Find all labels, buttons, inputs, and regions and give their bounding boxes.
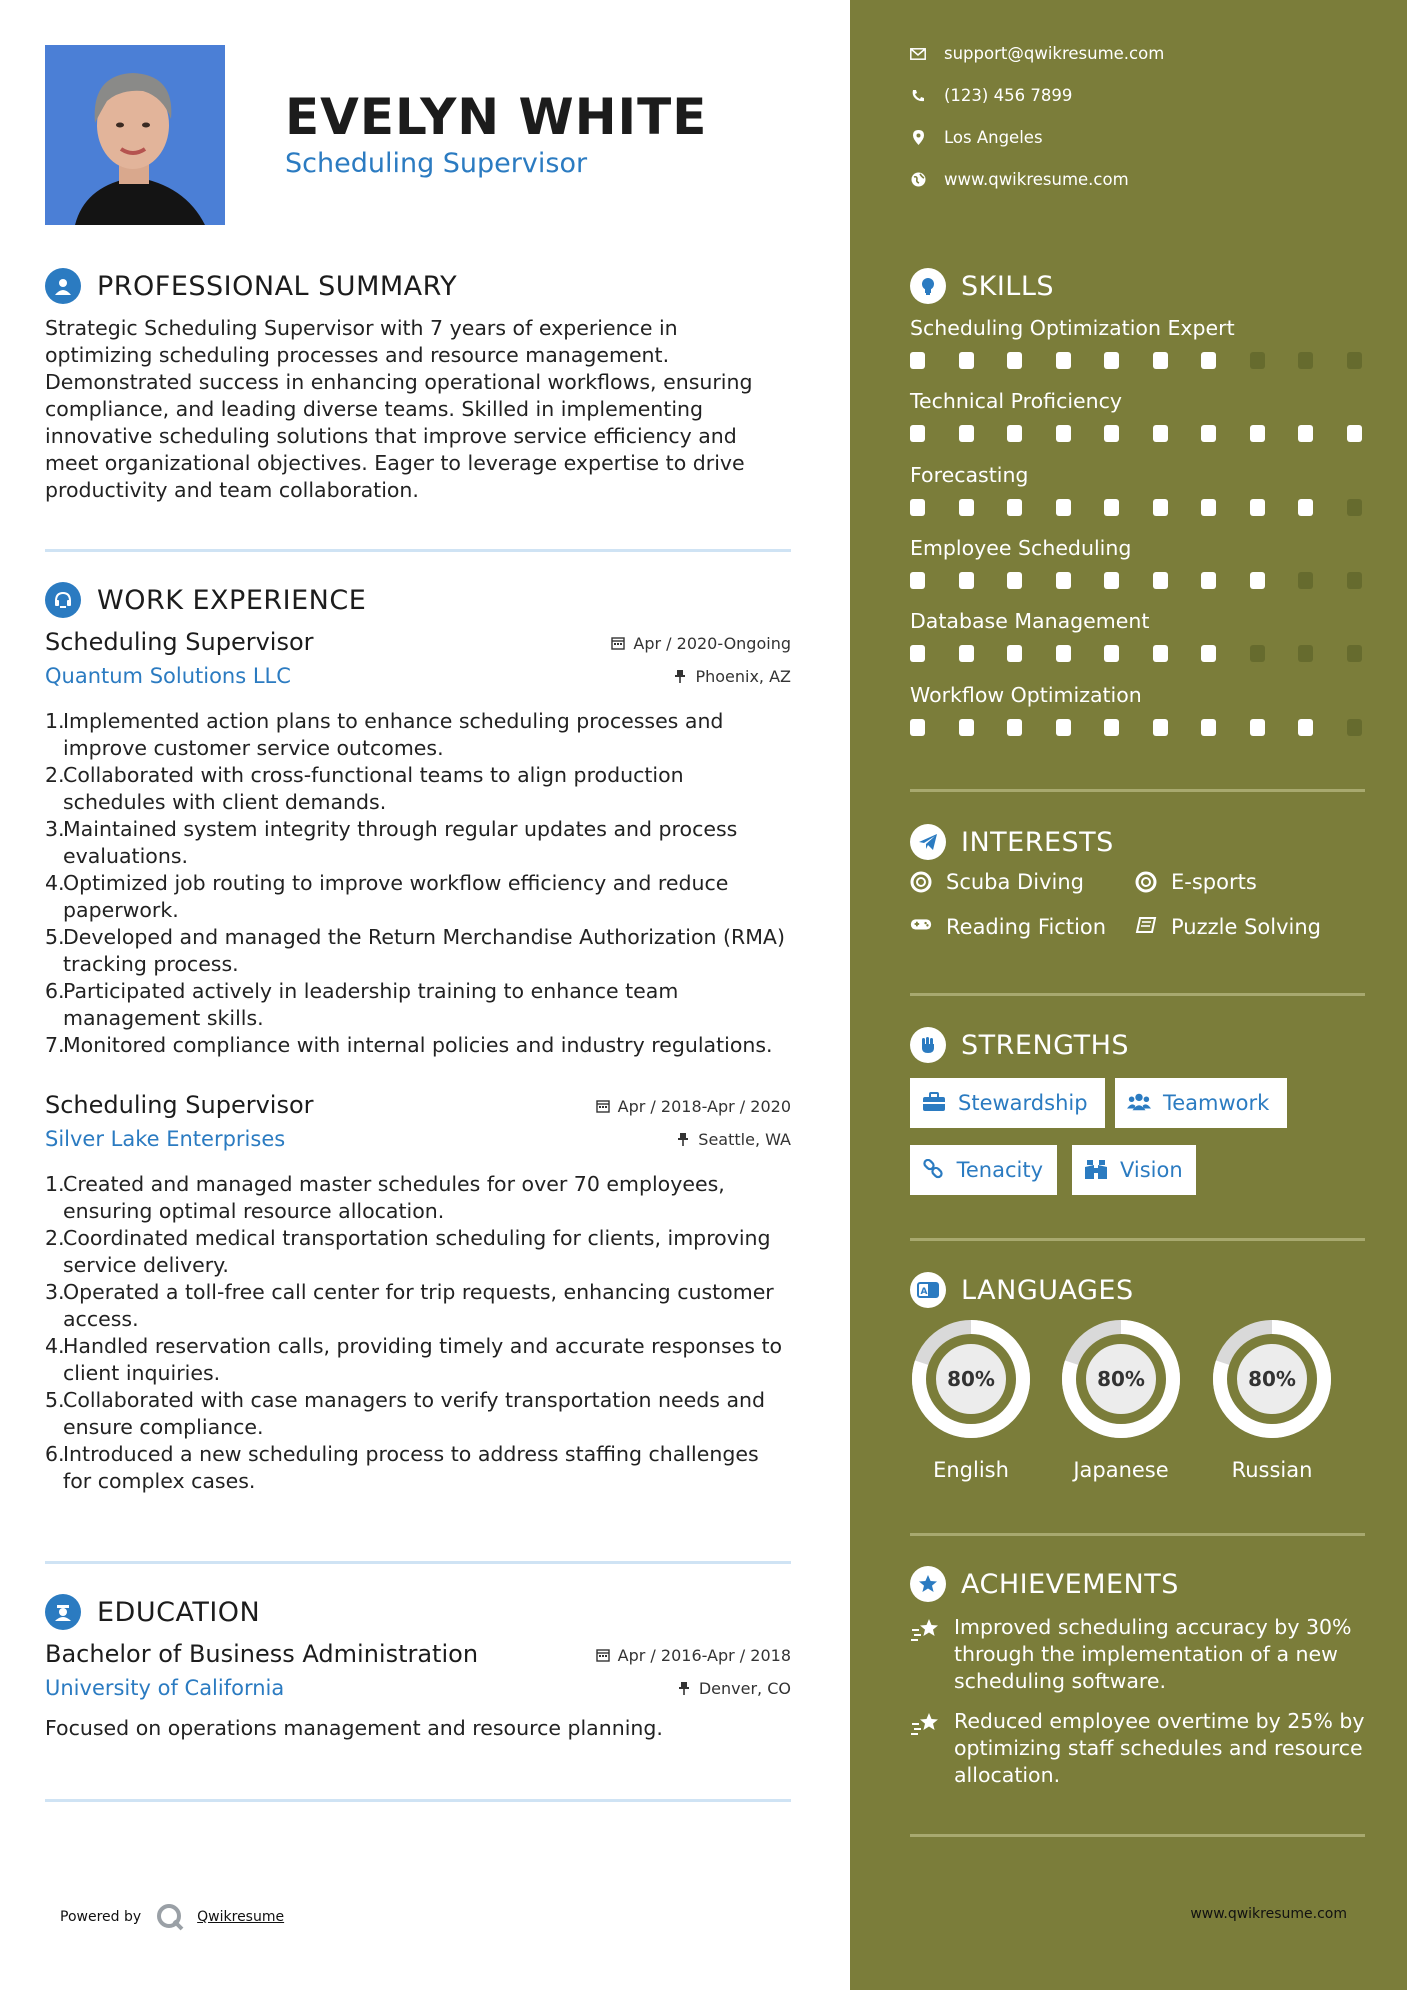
- skill-dot: [1104, 645, 1119, 662]
- pin-icon: [676, 1132, 690, 1146]
- language-item: [910, 1318, 1032, 1482]
- languages-heading: [910, 1272, 1134, 1308]
- skill-dot: [1007, 425, 1022, 442]
- summary-title: PROFESSIONAL SUMMARY: [97, 270, 458, 302]
- list-item: 2. Collaborated with cross-functional teams to align production schedules with client demands.: [45, 763, 684, 814]
- interest-label: E-sports: [1171, 870, 1257, 894]
- strength-label: Teamwork: [1163, 1091, 1270, 1115]
- skill-dot: [1250, 719, 1265, 736]
- interests-heading: [910, 824, 1114, 860]
- skill-dot: [1056, 425, 1071, 442]
- skill-item: [910, 389, 1365, 413]
- skill-dot: [1250, 499, 1265, 516]
- skill-dot: [1056, 645, 1071, 662]
- section-divider: [910, 993, 1365, 996]
- section-divider: [45, 1799, 791, 1802]
- footer-powered-by: [60, 1902, 284, 1932]
- skill-dot: [1153, 572, 1168, 589]
- skill-dot: [1347, 645, 1362, 662]
- education-dates-text: Apr / 2016-Apr / 2018: [617, 1645, 791, 1665]
- skill-dot: [1347, 499, 1362, 516]
- svg-text:A: A: [920, 1287, 928, 1297]
- contact-email: [910, 44, 1164, 63]
- language-ring: [910, 1318, 1032, 1440]
- user-icon: [45, 268, 81, 304]
- education-entry: [45, 1640, 791, 1740]
- skill-rating: [910, 645, 1365, 663]
- skill-dot: [1347, 352, 1362, 369]
- list-item: 6. Participated actively in leadership training to enhance team management skills.: [45, 979, 679, 1030]
- list-item: 4. Handled reservation calls, providing timely and accurate responses to client inquiries.: [45, 1334, 783, 1385]
- section-divider: [910, 1533, 1365, 1536]
- map-marker-icon: [910, 130, 926, 146]
- strength-label: Tenacity: [956, 1158, 1043, 1182]
- job-company: Silver Lake Enterprises: [45, 1127, 286, 1151]
- paper-plane-icon: [910, 824, 946, 860]
- job-dates: [611, 634, 791, 653]
- gamepad-icon: [910, 916, 932, 938]
- skill-dot: [910, 425, 925, 442]
- language-percent: 80%: [1097, 1367, 1145, 1391]
- list-item: 4. Optimized job routing to improve workflow efficiency and reduce paperwork.: [45, 871, 729, 922]
- skill-dot: [1298, 645, 1313, 662]
- skill-item: [910, 463, 1365, 487]
- skill-dot: [1201, 719, 1216, 736]
- pin-icon: [673, 669, 687, 683]
- skill-dot: [959, 352, 974, 369]
- briefcase-icon: [922, 1092, 946, 1114]
- star-badge-icon: [910, 1566, 946, 1602]
- list-item: 1. Implemented action plans to enhance scheduling processes and improve customer service outcomes.: [45, 709, 724, 760]
- phone-text: (123) 456 7899: [944, 86, 1073, 105]
- experience-heading: [45, 582, 366, 618]
- job-entry: [45, 628, 791, 1059]
- skill-item: [910, 683, 1365, 707]
- section-divider: [910, 789, 1365, 792]
- skill-dot: [1153, 352, 1168, 369]
- strengths-title: STRENGTHS: [961, 1029, 1130, 1061]
- list-item: 2. Coordinated medical transportation scheduling for clients, improving service delivery.: [45, 1226, 771, 1277]
- job-dates-text: Apr / 2018-Apr / 2020: [617, 1096, 791, 1116]
- language-percent: 80%: [947, 1367, 995, 1391]
- experience-title: WORK EXPERIENCE: [97, 584, 367, 616]
- skill-dot: [959, 499, 974, 516]
- headset-icon: [45, 582, 81, 618]
- skill-name: Database Management: [910, 609, 1150, 633]
- skill-dot: [1056, 352, 1071, 369]
- skill-dot: [959, 425, 974, 442]
- job-location-text: Seattle, WA: [698, 1129, 791, 1149]
- shooting-star-icon: [910, 1710, 942, 1738]
- job-location: [673, 667, 791, 686]
- job-bullets: [45, 708, 791, 1059]
- skill-dot: [1153, 719, 1168, 736]
- strength-label: Vision: [1120, 1158, 1183, 1182]
- contact-location: [910, 128, 1043, 147]
- calendar-icon: [596, 1648, 610, 1662]
- skill-dot: [1201, 572, 1216, 589]
- contact-phone: [910, 86, 1072, 105]
- skill-rating: [910, 425, 1365, 443]
- skill-dot: [1007, 499, 1022, 516]
- skill-name: Technical Proficiency: [910, 389, 1123, 413]
- location-text: Los Angeles: [944, 128, 1043, 147]
- education-description: Focused on operations management and resource planning.: [45, 1716, 663, 1740]
- qwikresume-logo-icon: [155, 1902, 185, 1932]
- interest-item: [910, 870, 1084, 894]
- skill-item: [910, 536, 1365, 560]
- skill-dot: [1104, 499, 1119, 516]
- contact-website: [910, 170, 1129, 189]
- list-item: 1. Created and managed master schedules for over 70 employees, ensuring optimal resource allocation.: [45, 1172, 725, 1223]
- job-title: Scheduling Supervisor: [45, 1091, 314, 1119]
- calendar-icon: [611, 636, 625, 650]
- skill-dot: [1347, 572, 1362, 589]
- education-title: EDUCATION: [97, 1596, 261, 1628]
- language-ring: [1211, 1318, 1333, 1440]
- job-bullets: [45, 1171, 791, 1495]
- achievements-title: ACHIEVEMENTS: [961, 1568, 1179, 1600]
- powered-by-text: Powered by: [60, 1909, 142, 1925]
- interest-label: Scuba Diving: [946, 870, 1084, 894]
- job-location: [676, 1130, 791, 1149]
- skill-dot: [959, 645, 974, 662]
- section-divider: [910, 1238, 1365, 1241]
- strength-badge: [1072, 1145, 1196, 1195]
- skill-rating: [910, 499, 1365, 517]
- language-name: Japanese: [1073, 1458, 1169, 1482]
- list-item: 6. Introduced a new scheduling process to address staffing challenges for complex cases.: [45, 1442, 759, 1493]
- skill-name: Forecasting: [910, 463, 1029, 487]
- section-divider: [45, 1561, 791, 1564]
- users-icon: [1127, 1092, 1151, 1114]
- interest-item: [910, 915, 1106, 939]
- skill-dot: [1104, 719, 1119, 736]
- skill-dot: [1347, 719, 1362, 736]
- footer-website[interactable]: www.qwikresume.com: [1190, 1906, 1347, 1922]
- job-dates: [596, 1097, 791, 1116]
- skill-dot: [1153, 645, 1168, 662]
- achievement-item: [910, 1708, 1370, 1789]
- strength-label: Stewardship: [958, 1091, 1088, 1115]
- language-name: English: [933, 1458, 1009, 1482]
- strengths-heading: [910, 1027, 1129, 1063]
- skill-dot: [1250, 425, 1265, 442]
- skill-name: Employee Scheduling: [910, 536, 1132, 560]
- education-location-text: Denver, CO: [698, 1678, 791, 1698]
- link-icon: [922, 1159, 945, 1181]
- binoculars-icon: [1084, 1159, 1108, 1181]
- interest-label: Reading Fiction: [946, 915, 1107, 939]
- section-divider: [910, 1834, 1365, 1837]
- skill-dot: [1201, 352, 1216, 369]
- skill-dot: [1250, 572, 1265, 589]
- skill-dot: [1104, 572, 1119, 589]
- skill-dot: [1298, 499, 1313, 516]
- globe-icon: [910, 172, 926, 188]
- languages-title: LANGUAGES: [961, 1274, 1134, 1306]
- achievement-item: [910, 1614, 1370, 1695]
- skill-dot: [910, 645, 925, 662]
- degree: Bachelor of Business Administration: [45, 1640, 479, 1668]
- profile-photo: [45, 45, 225, 225]
- skill-dot: [1056, 572, 1071, 589]
- job-company: Quantum Solutions LLC: [45, 664, 291, 688]
- interest-label: Puzzle Solving: [1171, 915, 1321, 939]
- pin-icon: [677, 1681, 691, 1695]
- language-item: [1211, 1318, 1333, 1482]
- section-divider: [45, 549, 791, 552]
- skill-dot: [1007, 572, 1022, 589]
- shooting-star-icon: [910, 1616, 942, 1644]
- life-ring-icon: [1135, 871, 1157, 893]
- summary-text: Strategic Scheduling Supervisor with 7 years of experience in optimizing scheduling processes and resource management. Demonstrated success in enhancing operational workflows, ensuring compliance, and leading diverse teams. Skilled in implementing innovative scheduling solutions that improve service efficiency and meet organizational objectives. Eager to leverage expertise to drive productivity and team collaboration.: [45, 316, 753, 502]
- phone-icon: [910, 88, 926, 104]
- skill-dot: [1007, 645, 1022, 662]
- skill-rating: [910, 572, 1365, 590]
- skill-dot: [1056, 499, 1071, 516]
- education-dates: [596, 1646, 791, 1665]
- education-location: [677, 1679, 791, 1698]
- graduate-icon: [45, 1594, 81, 1630]
- achievements-heading: [910, 1566, 1179, 1602]
- list-item: 3. Maintained system integrity through regular updates and process evaluations.: [45, 817, 738, 868]
- skill-item: [910, 316, 1365, 340]
- skill-dot: [1104, 352, 1119, 369]
- skill-dot: [1201, 425, 1216, 442]
- strength-badge: [910, 1145, 1057, 1195]
- language-ring: [1060, 1318, 1182, 1440]
- skill-dot: [1007, 719, 1022, 736]
- skill-dot: [1201, 499, 1216, 516]
- education-heading: [45, 1594, 260, 1630]
- skill-rating: [910, 719, 1365, 737]
- skills-title: SKILLS: [961, 270, 1055, 302]
- skills-heading: [910, 268, 1054, 304]
- language-item: [1060, 1318, 1182, 1482]
- list-item: 5. Collaborated with case managers to verify transportation needs and ensure compliance.: [45, 1388, 766, 1439]
- email-text[interactable]: support@qwikresume.com: [944, 44, 1165, 63]
- skill-dot: [910, 572, 925, 589]
- list-item: 3. Operated a toll-free call center for trip requests, enhancing customer access.: [45, 1280, 774, 1331]
- interest-item: [1135, 915, 1321, 939]
- skill-dot: [910, 499, 925, 516]
- skill-dot: [910, 352, 925, 369]
- candidate-title: Scheduling Supervisor: [285, 148, 588, 179]
- skill-rating: [910, 352, 1365, 370]
- qwikresume-link[interactable]: Qwikresume: [197, 1909, 285, 1925]
- summary-heading: [45, 268, 457, 304]
- skill-dot: [1250, 645, 1265, 662]
- envelope-icon: [910, 46, 926, 62]
- book-icon: [1135, 916, 1157, 938]
- skill-dot: [1056, 719, 1071, 736]
- skill-dot: [1007, 352, 1022, 369]
- school: University of California: [45, 1676, 285, 1700]
- life-ring-icon: [910, 871, 932, 893]
- skill-dot: [1201, 645, 1216, 662]
- fist-icon: [910, 1027, 946, 1063]
- candidate-name: EVELYN WHITE: [285, 88, 708, 146]
- interest-item: [1135, 870, 1257, 894]
- strength-badge: [910, 1078, 1105, 1128]
- language-name: Russian: [1231, 1458, 1313, 1482]
- skill-dot: [910, 719, 925, 736]
- skill-dot: [1153, 499, 1168, 516]
- language-percent: 80%: [1248, 1367, 1296, 1391]
- skill-name: Scheduling Optimization Expert: [910, 316, 1235, 340]
- interests-title: INTERESTS: [961, 826, 1114, 858]
- skill-dot: [1104, 425, 1119, 442]
- skill-dot: [1347, 425, 1362, 442]
- achievement-text: Improved scheduling accuracy by 30% through the implementation of a new scheduling software.: [954, 1615, 1352, 1693]
- skill-dot: [959, 719, 974, 736]
- skill-dot: [1298, 719, 1313, 736]
- job-dates-text: Apr / 2020-Ongoing: [633, 633, 791, 653]
- skill-dot: [1153, 425, 1168, 442]
- language-icon: [910, 1272, 946, 1308]
- list-item: 7. Monitored compliance with internal policies and industry regulations.: [45, 1033, 773, 1057]
- website-text[interactable]: www.qwikresume.com: [944, 170, 1129, 189]
- list-item: 5. Developed and managed the Return Merchandise Authorization (RMA) tracking process.: [45, 925, 785, 976]
- job-location-text: Phoenix, AZ: [695, 666, 791, 686]
- skill-item: [910, 609, 1365, 633]
- skill-dot: [1298, 352, 1313, 369]
- lightbulb-icon: [910, 268, 946, 304]
- skill-dot: [959, 572, 974, 589]
- skill-dot: [1298, 572, 1313, 589]
- skill-name: Workflow Optimization: [910, 683, 1142, 707]
- calendar-icon: [596, 1099, 610, 1113]
- job-title: Scheduling Supervisor: [45, 628, 314, 656]
- achievement-text: Reduced employee overtime by 25% by optimizing staff schedules and resource allocation.: [954, 1709, 1365, 1787]
- strength-badge: [1115, 1078, 1287, 1128]
- skill-dot: [1250, 352, 1265, 369]
- job-entry: [45, 1091, 791, 1495]
- skill-dot: [1298, 425, 1313, 442]
